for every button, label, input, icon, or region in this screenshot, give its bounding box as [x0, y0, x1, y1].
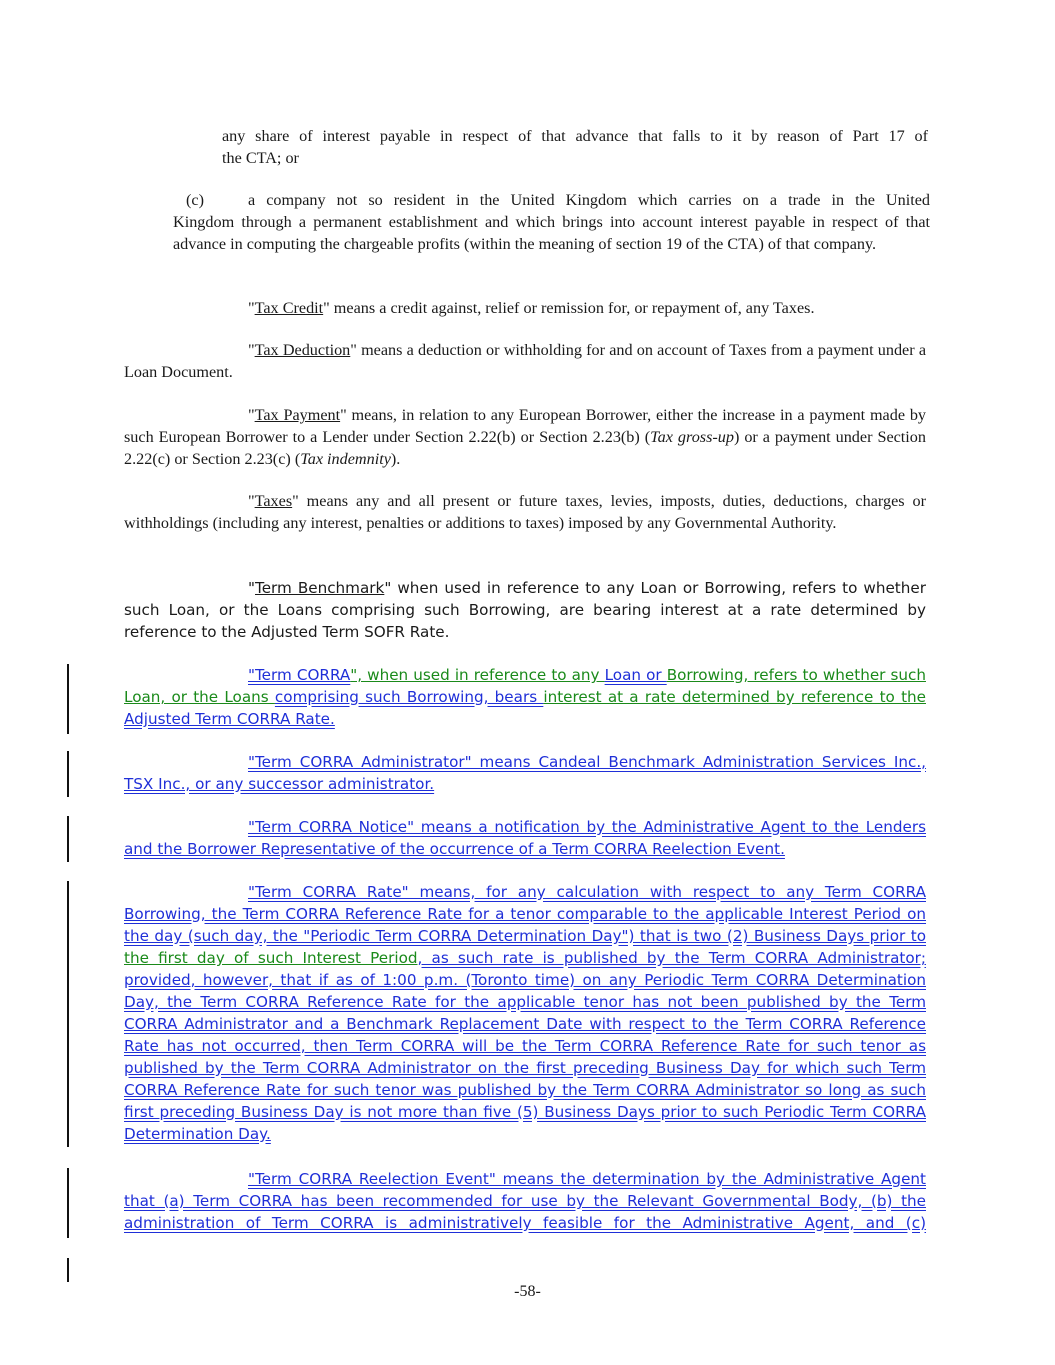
text-line: any share of interest payable in respect of that advance that falls to it by reason of Part 17 of — [222, 127, 928, 145]
change-bar — [67, 664, 69, 734]
definition-term-benchmark: "Term Benchmark" when used in reference to any Loan or Borrowing, refers to whether such Loan, or the Loans comprising such Borrowing, are bearing interest at a rate determined by reference to the Adjusted Term SOFR Rate. — [124, 579, 926, 641]
definition-tax-payment: "Tax Payment" means, in relation to any European Borrower, either the increase in a payment made by such European Borrower to a Lender under Section 2.22(b) or Section 2.23(b) (Tax gross-up) or a payment under Section 2.22(c) or Section 2.23(c) (Tax indemnity). — [124, 406, 927, 468]
definition-term-corra-rate — [124, 881, 926, 1145]
change-bar — [67, 881, 69, 1147]
moved-text: the first day of such Interest Period — [124, 949, 418, 967]
change-bar — [67, 816, 69, 862]
defined-term: Tax Deduction — [254, 341, 351, 359]
moved-text: interest at a rate determined by reference to the — [543, 688, 926, 706]
inserted-text: Adjusted Term CORRA Rate. — [124, 710, 335, 728]
change-bar — [67, 751, 69, 797]
moved-text: ", when used in reference to any — [350, 666, 605, 684]
clause-c — [173, 189, 930, 255]
definition-text: ). — [390, 450, 401, 468]
italic-text: Tax gross-up — [650, 428, 734, 446]
page-number: -58- — [514, 1283, 541, 1300]
definition-text: " means a credit against, relief or remission for, or repayment of, any Taxes. — [323, 299, 815, 317]
text-block: Kingdom through a permanent establishment and which brings into account interest payable in respect of that advance in computing the chargeable profits (within the meaning of section 19 of the CTA) of that company. — [173, 213, 930, 253]
definition-text: " means any and all present or future taxes, levies, imposts, duties, deductions, charges or withholdings (including any interest, penalties or additions to taxes) imposed by any Governmental Authority. — [124, 492, 926, 532]
moved-text: Borrowing, refers to whether such Loan, or the Loans — [124, 666, 926, 706]
inserted-text: "Term CORRA Reelection Event" means the determination by the Administrative Agent that (a) Term CORRA has been recommended for use by the Relevant Governmental Body, (b) the administration of Term CORRA is administratively feasible for the Administrative Agent, and (c) — [124, 1170, 926, 1232]
definition-tax-credit: "Tax Credit" means a credit against, relief or remission for, or repayment of, any Taxes. — [248, 299, 815, 317]
inserted-text: "Term CORRA — [248, 666, 351, 684]
definition-term-corra — [124, 664, 926, 730]
inserted-text: comprising such Borrowing, bears — [274, 688, 544, 706]
defined-term: Tax Credit — [254, 299, 324, 317]
definition-tax-deduction: "Tax Deduction" means a deduction or withholding for and on account of Taxes from a payment under a Loan Document. — [124, 341, 927, 381]
text-line: a company not so resident in the United Kingdom which carries on a trade in the United — [248, 191, 930, 209]
definition-term-corra-administrator — [124, 751, 926, 795]
clause-c-first-line — [173, 189, 930, 211]
inserted-text: "Term CORRA Administrator" means Candeal Benchmark Administration Services Inc., TSX Inc., or any successor administrator. — [124, 753, 926, 793]
defined-term: Taxes — [254, 492, 293, 510]
definition-text: " means, in relation to any European Borrower, either the increase in a payment made by such European Borrower to a Lender under Section 2.22(b) or Section 2.23(b) ( — [124, 406, 927, 446]
paragraph-continuation — [222, 125, 928, 169]
change-bar — [67, 1258, 69, 1282]
definition-term-corra-notice — [124, 816, 926, 860]
defined-term: Tax Payment — [254, 406, 341, 424]
text-line: the CTA; or — [222, 149, 299, 167]
definition-text: " means a deduction or withholding for and on account of Taxes from a payment under a Loan Document. — [124, 341, 927, 381]
definition-term-corra-reelection-event — [124, 1168, 926, 1234]
inserted-text: Loan or — [604, 666, 667, 684]
clause-label: (c) — [186, 191, 204, 209]
italic-text: Tax indemnity — [300, 450, 391, 468]
change-bar — [67, 1168, 69, 1238]
inserted-text: , as such rate is published by the Term CORRA Administrator; provided, however, that if as of 1:00 p.m. (Toronto time) on any Periodic Term CORRA Determination Day, the Term CORRA Reference Rate for the applicable tenor has not been published by the Term CORRA Administrator and a Benchmark Replacement Date with respect to the Term CORRA Reference Rate has not occurred, then Term CORRA will be the Term CORRA Reference Rate for such tenor as published by the Term CORRA Administrator on the first preceding Business Day for which such Term CORRA Reference Rate for such tenor was published by the Term CORRA Administrator so long as such first preceding Business Day is not more than five (5) Business Days prior to such Periodic Term CORRA Determination Day. — [124, 949, 926, 1143]
definition-text: " when used in reference to any Loan or Borrowing, refers to whether such Loan, or the Loans comprising such Borrowing, are bearing interest at a rate determined by reference to the Adjusted Term SOFR Rate. — [124, 579, 926, 641]
definition-taxes: "Taxes" means any and all present or future taxes, levies, imposts, duties, deductions, charges or withholdings (including any interest, penalties or additions to taxes) imposed by any Governmental Authority. — [124, 492, 926, 532]
definition-text: ) or a payment under Section 2.22(c) or Section 2.23(c) ( — [124, 428, 926, 468]
defined-term: Term Benchmark — [255, 579, 385, 597]
inserted-text: "Term CORRA Rate" means, for any calculation with respect to any Term CORRA Borrowing, the Term CORRA Reference Rate for a tenor comparable to the applicable Interest Period on the day (such day, the "Periodic Term CORRA Determination Day") that is two (2) Business Days prior to — [124, 883, 926, 945]
inserted-text: "Term CORRA Notice" means a notification by the Administrative Agent to the Lenders and the Borrower Representative of the occurrence of a Term CORRA Reelection Event. — [124, 818, 926, 858]
